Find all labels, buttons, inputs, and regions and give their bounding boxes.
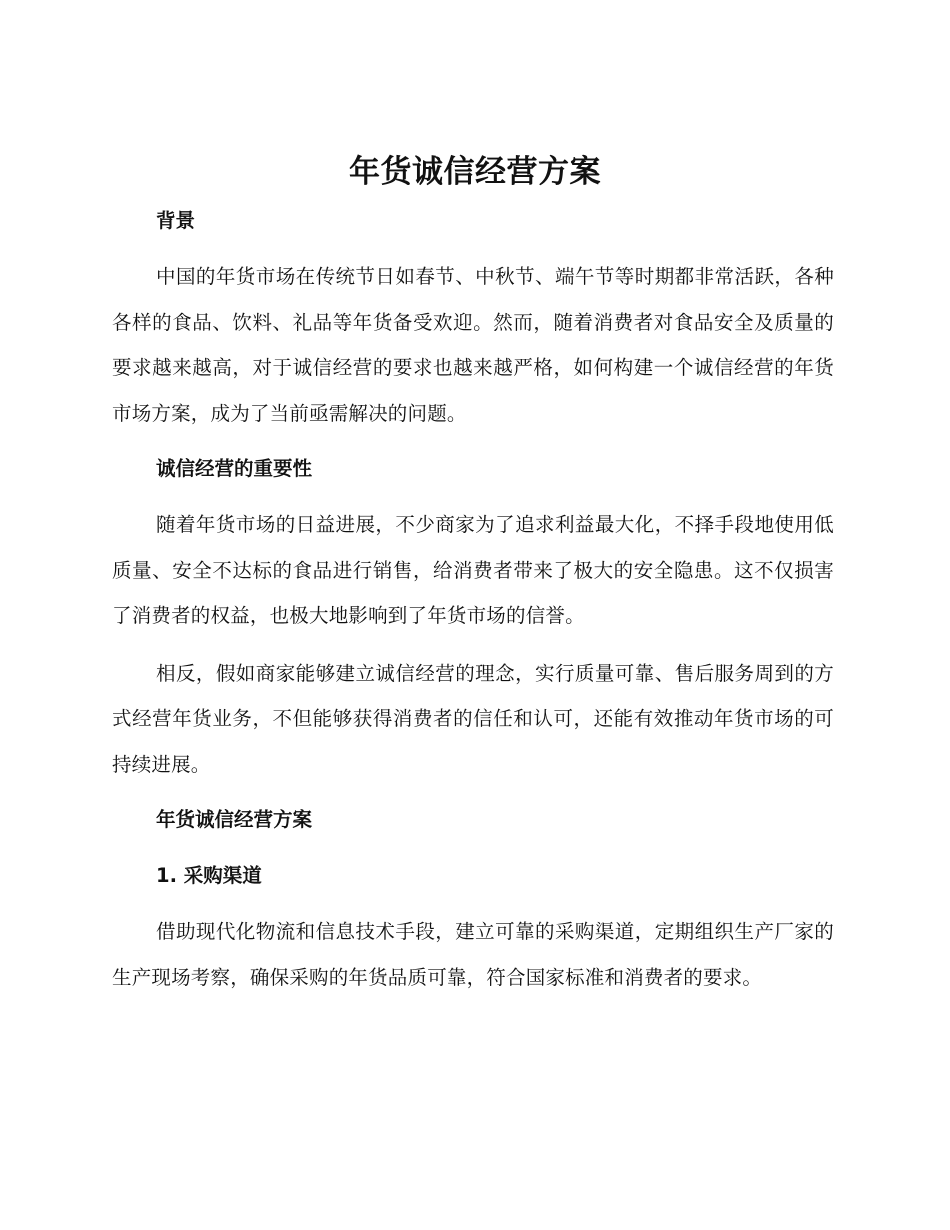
section-heading-procurement: 1. 采购渠道 xyxy=(156,864,262,887)
paragraph-importance-1: 随着年货市场的日益进展，不少商家为了追求利益最大化，不择手段地使用低质量、安全不达标的食品进行销售，给消费者带来了极大的安全隐患。这不仅损害了消费者的权益，也极大地影响到了年货市场的信誉。 xyxy=(112,513,834,627)
section-heading-plan: 年货诚信经营方案 xyxy=(156,808,313,831)
section-heading-importance: 诚信经营的重要性 xyxy=(156,457,313,480)
paragraph-background: 中国的年货市场在传统节日如春节、中秋节、端午节等时期都非常活跃，各种各样的食品、饮料、礼品等年货备受欢迎。然而，随着消费者对食品安全及质量的要求越来越高，对于诚信经营的要求也越来越严格，如何构建一个诚信经营的年货市场方案，成为了当前亟需解决的问题。 xyxy=(112,265,834,425)
document-title: 年货诚信经营方案 xyxy=(349,154,601,190)
section-heading-background: 背景 xyxy=(156,209,196,232)
document-body xyxy=(112,198,834,1000)
paragraph-importance-2: 相反，假如商家能够建立诚信经营的理念，实行质量可靠、售后服务周到的方式经营年货业务，不但能够获得消费者的信任和认可，还能有效推动年货市场的可持续进展。 xyxy=(112,661,834,776)
paragraph-procurement: 借助现代化物流和信息技术手段，建立可靠的采购渠道，定期组织生产厂家的生产现场考察，确保采购的年货品质可靠，符合国家标准和消费者的要求。 xyxy=(112,920,834,989)
